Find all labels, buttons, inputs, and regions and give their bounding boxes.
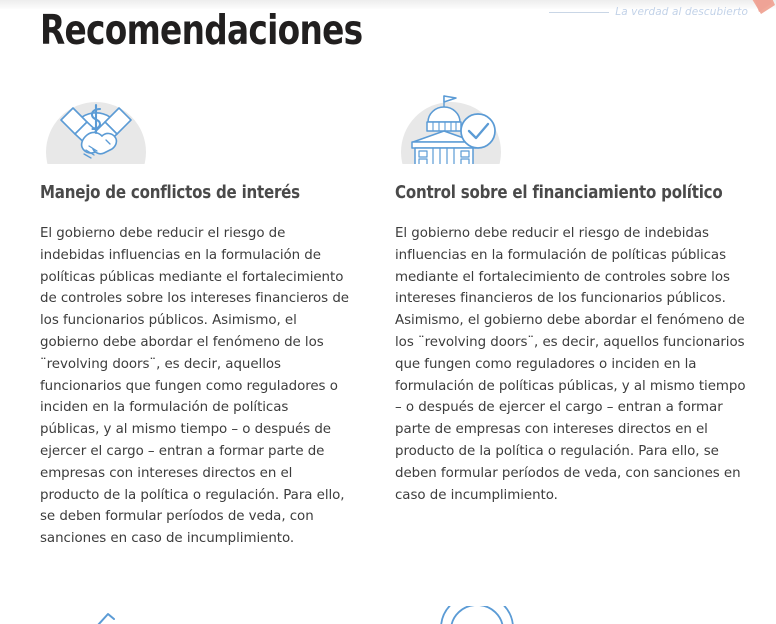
brand-tagline: La verdad al descubierto	[615, 5, 748, 18]
partial-icon-left	[40, 606, 350, 624]
card-body-text: El gobierno debe reducir el riesgo de indebidas influencias en la formulación de políticas públicas mediante el fortalecimiento de controles sobre los intereses financieros de los funcionarios públicos. Asimismo, el gobierno debe abordar el fenómeno de los ¨revolving doors¨, es decir, aquellos funcionarios que fungen como reguladores o inciden en la formulación de políticas públicas, y al mismo tiempo – o después de ejercer el cargo – entran a formar parte de empresas con intereses directos en el producto de la política o regulación. Para ello, se deben formular períodos de veda, con sanciones en caso de incumplimiento.	[40, 226, 349, 547]
recommendation-card	[40, 88, 350, 550]
brand-mark	[549, 0, 776, 22]
card-heading: Control sobre el financiamiento político	[395, 183, 723, 203]
recommendation-card	[395, 88, 750, 550]
card-body-text: El gobierno debe reducir el riesgo de indebidas influencias en la formulación de políticas públicas mediante el fortalecimiento de controles sobre los intereses financieros de los funcionarios públicos. Asimismo, el gobierno debe abordar el fenómeno de los ¨revolving doors¨, es decir, aquellos funcionarios que fungen como reguladores o inciden en la formulación de políticas públicas, y al mismo tiempo – o después de ejercer el cargo – entran a formar parte de empresas con intereses directos en el producto de la política o regulación. Para ello, se deben formular períodos de veda, con sanciones en caso de incumplimiento.	[395, 226, 746, 503]
recommendations-grid	[40, 88, 752, 550]
government-building-check-icon	[395, 88, 507, 164]
card-icon-wrapper	[395, 88, 507, 164]
chevron-arrow-icon	[750, 0, 776, 22]
partial-arcs-icon-right	[395, 606, 750, 624]
next-row-icons	[40, 606, 752, 624]
horizontal-rule-icon	[549, 12, 609, 13]
handshake-money-icon	[40, 88, 152, 164]
card-heading: Manejo de conflictos de interés	[40, 183, 300, 203]
card-icon-wrapper	[40, 88, 152, 164]
page-title: Recomendaciones	[40, 6, 363, 54]
